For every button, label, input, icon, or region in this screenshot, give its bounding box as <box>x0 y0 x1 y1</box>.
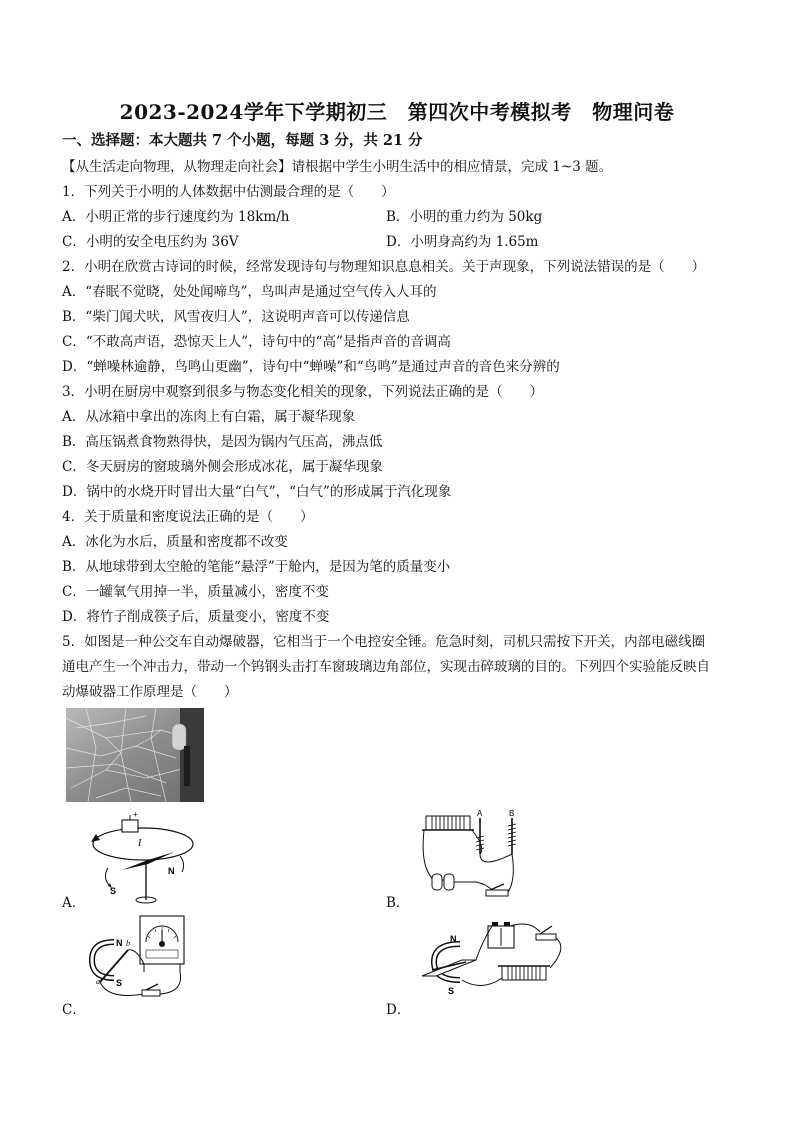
figure-c-induction <box>84 912 194 1008</box>
question-4-option-a: A．冰化为水后，质量和密度都不改变 <box>62 534 288 550</box>
nail-b-label: B <box>509 809 515 818</box>
question-2-option-d: D．“蝉噪林逾静，鸟鸣山更幽”，诗句中“蝉噪”和“鸟鸣”是通过声音的音色来分辨的 <box>62 359 560 375</box>
rod-end-b-label: b <box>126 939 130 948</box>
question-1-option-a: A．小明正常的步行速度约为 18km/h <box>62 209 290 225</box>
north-pole-label-a: N <box>168 866 175 876</box>
question-3-option-a: A．从冰箱中拿出的冻肉上有白霜，属于凝华现象 <box>62 409 356 425</box>
nail-a-label: A <box>477 809 483 818</box>
north-pole-label-d: N <box>450 934 457 944</box>
question-2-option-a: A．“春眠不觉晓，处处闻啼鸟”，鸟叫声是通过空气传入人耳的 <box>62 284 437 300</box>
question-1-option-b: B．小明的重力约为 50kg <box>386 209 543 225</box>
north-pole-label-c: N <box>116 938 123 948</box>
south-pole-label-c: S <box>116 978 123 988</box>
current-label: I <box>138 838 142 849</box>
question-3-option-b: B．高压锅煮食物熟得快，是因为锅内气压高，沸点低 <box>62 434 383 450</box>
question-2-option-c: C．“不敢高声语，恐惊天上人”，诗句中的“高”是指声音的音调高 <box>62 334 451 350</box>
question-5-stem-line-1: 5．如图是一种公交车自动爆破器，它相当于一个电控安全锤。危急时刻，司机只需按下开关，内部电磁线圈 <box>62 634 706 650</box>
option-label-d: D． <box>386 1002 411 1018</box>
cracked-glass-photo <box>66 708 204 802</box>
question-1-stem: 1．下列关于小明的人体数据中估测最合理的是（ ） <box>62 184 395 200</box>
option-label-c: C． <box>62 1002 86 1018</box>
question-4-stem: 4．关于质量和密度说法正确的是（ ） <box>62 509 314 525</box>
question-2-option-b: B．“柴门闻犬吠，风雪夜归人”，这说明声音可以传递信息 <box>62 309 410 325</box>
svg-text:+: + <box>133 812 138 819</box>
question-4-option-c: C．一罐氧气用掉一半，质量减小，密度不变 <box>62 584 329 600</box>
south-pole-label-a: S <box>110 886 117 896</box>
figure-b-electromagnet <box>416 808 546 908</box>
question-3-stem: 3．小明在厨房中观察到很多与物态变化相关的现象，下列说法正确的是（ ） <box>62 384 544 400</box>
intro-text: 【从生活走向物理，从物理走向社会】请根据中学生小明生活中的相应情景，完成 1~3 题。 <box>62 159 613 175</box>
option-label-a: A． <box>62 895 86 911</box>
question-3-option-c: C．冬天厨房的窗玻璃外侧会形成冰花，属于凝华现象 <box>62 459 383 475</box>
question-3-option-d: D．锅中的水烧开时冒出大量“白气”，“白气”的形成属于汽化现象 <box>62 484 452 500</box>
figure-d-motor-principle <box>412 918 572 1008</box>
figure-a-oersted-experiment <box>88 812 198 908</box>
section-heading: 一、选择题：本大题共 7 个小题，每题 3 分，共 21 分 <box>62 132 423 149</box>
question-5-stem-line-2: 通电产生一个冲击力，带动一个钨钢头击打车窗玻璃边角部位，实现击碎玻璃的目的。下列四个实验能反映自 <box>62 659 710 675</box>
question-4-option-d: D．将竹子削成筷子后，质量变小，密度不变 <box>62 609 330 625</box>
south-pole-label-d: S <box>448 986 455 996</box>
question-2-stem: 2．小明在欣赏古诗词的时候，经常发现诗句与物理知识息息相关。关于声现象，下列说法错误的是（ ） <box>62 259 706 275</box>
question-1-option-c: C．小明的安全电压约为 36V <box>62 234 239 250</box>
page-title: 2023-2024学年下学期初三 第四次中考模拟考 物理问卷 <box>119 100 675 124</box>
option-label-b: B． <box>386 895 410 911</box>
question-1-option-d: D．小明身高约为 1.65m <box>386 234 539 250</box>
rod-end-a-label: a <box>96 977 100 986</box>
question-5-stem-line-3: 动爆破器工作原理是（ ） <box>62 684 238 700</box>
question-4-option-b: B．从地球带到太空舱的笔能“悬浮”于舱内，是因为笔的质量变小 <box>62 559 451 575</box>
